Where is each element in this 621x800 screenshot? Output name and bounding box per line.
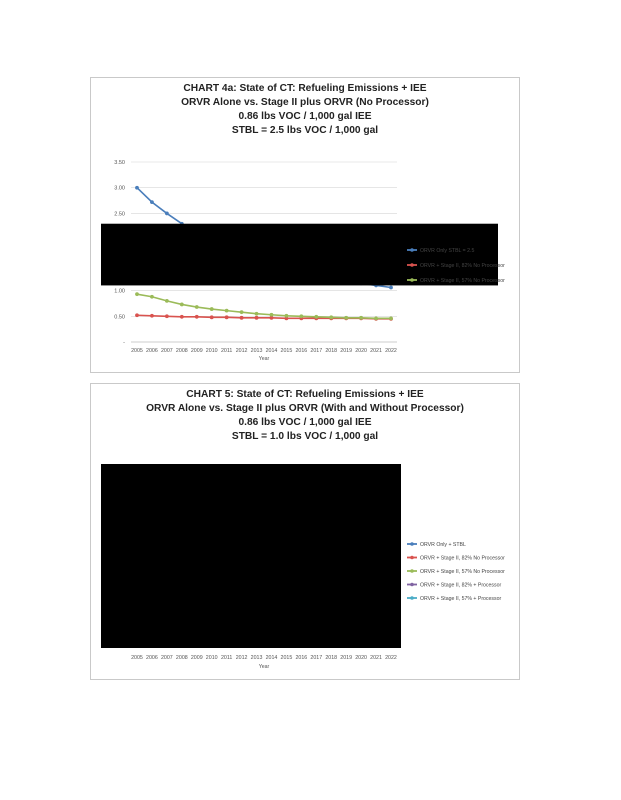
data-point [255,312,259,316]
legend-label-1: ORVR Only + STBL [420,542,466,548]
x-tick-label: 2019 [340,655,353,661]
x-tick-label: 2019 [340,348,353,354]
x-tick-label: 2013 [250,348,263,354]
x-tick-label: 2014 [265,655,278,661]
legend-label-5: ORVR + Stage II, 57% + Processor [420,596,502,602]
legend-label-1: ORVR Only STBL = 2.5 [420,248,475,254]
chart-4a-title-line-3: 0.86 lbs VOC / 1,000 gal IEE [238,111,372,122]
chart-4a-panel [90,77,520,373]
data-point [314,315,318,319]
chart-4a-svg [91,78,519,372]
x-tick-label: 2018 [325,655,338,661]
x-tick-label: 2008 [175,655,188,661]
x-tick-label: 2011 [220,655,233,661]
chart-5-title-line-1: CHART 5: State of CT: Refueling Emissions + IEE [186,389,424,400]
legend-label-3: ORVR + Stage II, 57% No Processor [420,278,505,284]
data-point [240,316,244,320]
data-point [135,186,139,190]
chart-4a-title-line-4: STBL = 2.5 lbs VOC / 1,000 gal [231,125,379,136]
redaction-box [101,464,401,648]
x-tick-label: 2009 [190,655,203,661]
x-tick-label: 2008 [175,348,188,354]
x-axis-title: Year [258,664,270,670]
chart-5-title-line-4: STBL = 1.0 lbs VOC / 1,000 gal [231,431,379,442]
data-point [150,295,154,299]
x-tick-label: 2016 [295,655,308,661]
x-tick-label: 2017 [310,348,323,354]
data-point [359,316,363,320]
x-tick-label: 2016 [295,348,308,354]
x-tick-label: 2022 [385,655,397,661]
legend-marker-1 [410,248,414,252]
legend-marker-2 [410,556,414,560]
x-tick-label: 2013 [250,655,263,661]
chart-5-panel [90,383,520,680]
x-tick-label: 2007 [160,655,173,661]
x-tick-label: 2006 [146,655,158,661]
data-point [299,314,303,318]
legend-label-3: ORVR + Stage II, 57% No Processor [420,569,505,575]
x-tick-label: 2015 [280,655,293,661]
y-tick-label: - [123,340,125,346]
data-point [195,305,199,309]
data-point [240,310,244,314]
chart-5-svg [91,384,519,679]
legend-label-2: ORVR + Stage II, 82% No Processor [420,555,505,562]
x-tick-label: 2005 [131,655,143,661]
data-point [374,316,378,320]
chart-4a-title-line-2: ORVR Alone vs. Stage II plus ORVR (No Processor) [181,97,429,108]
legend-marker-3 [410,569,414,573]
y-tick-label: 3.50 [114,160,125,166]
chart-5-title-line-2: ORVR Alone vs. Stage II plus ORVR (With and Without Processor) [146,403,464,414]
data-point [150,314,154,318]
x-tick-label: 2010 [205,348,218,354]
x-tick-label: 2021 [370,655,382,661]
data-point [329,315,333,319]
data-point [389,286,393,290]
x-tick-label: 2017 [310,655,323,661]
y-tick-label: 0.50 [114,314,125,321]
data-point [165,314,169,318]
data-point [225,315,229,319]
data-point [270,313,274,317]
legend-marker-2 [410,263,414,267]
x-tick-label: 2020 [355,655,368,661]
chart-5-title-line-3: 0.86 lbs VOC / 1,000 gal IEE [238,417,372,428]
x-axis-title: Year [258,356,270,362]
x-tick-label: 2012 [235,348,248,354]
legend-marker-1 [410,542,414,546]
x-tick-label: 2006 [146,348,158,354]
legend-marker-5 [410,596,414,600]
data-point [135,292,139,296]
data-point [210,315,214,319]
x-tick-label: 2012 [235,655,248,661]
data-point [195,315,199,319]
series-line-3 [137,294,391,318]
redaction-box [101,224,498,286]
x-tick-label: 2014 [265,348,278,354]
data-point [150,200,154,204]
x-tick-label: 2007 [160,348,173,354]
x-tick-label: 2015 [280,348,293,354]
data-point [255,316,259,320]
x-tick-label: 2010 [205,655,218,661]
data-point [165,299,169,303]
data-point [210,307,214,311]
legend-marker-3 [410,278,414,282]
data-point [165,212,169,216]
data-point [389,316,393,320]
data-point [344,316,348,320]
y-tick-label: 3.00 [114,185,125,192]
data-point [180,303,184,307]
x-tick-label: 2021 [370,348,382,354]
y-tick-label: 2.50 [114,211,125,218]
data-point [285,314,289,318]
x-tick-label: 2011 [220,348,233,354]
y-tick-label: 1.00 [114,288,125,295]
x-tick-label: 2020 [355,348,368,354]
legend-label-4: ORVR + Stage II, 82% + Processor [420,582,502,589]
legend-label-2: ORVR + Stage II, 82% No Processor [420,263,505,269]
data-point [225,309,229,313]
x-tick-label: 2018 [325,348,338,354]
chart-4a-title-line-1: CHART 4a: State of CT: Refueling Emissions + IEE [183,83,427,94]
x-tick-label: 2009 [190,348,203,354]
x-tick-label: 2005 [131,348,143,354]
legend-marker-4 [410,583,414,587]
x-tick-label: 2022 [385,348,397,354]
data-point [180,315,184,319]
data-point [135,313,139,317]
